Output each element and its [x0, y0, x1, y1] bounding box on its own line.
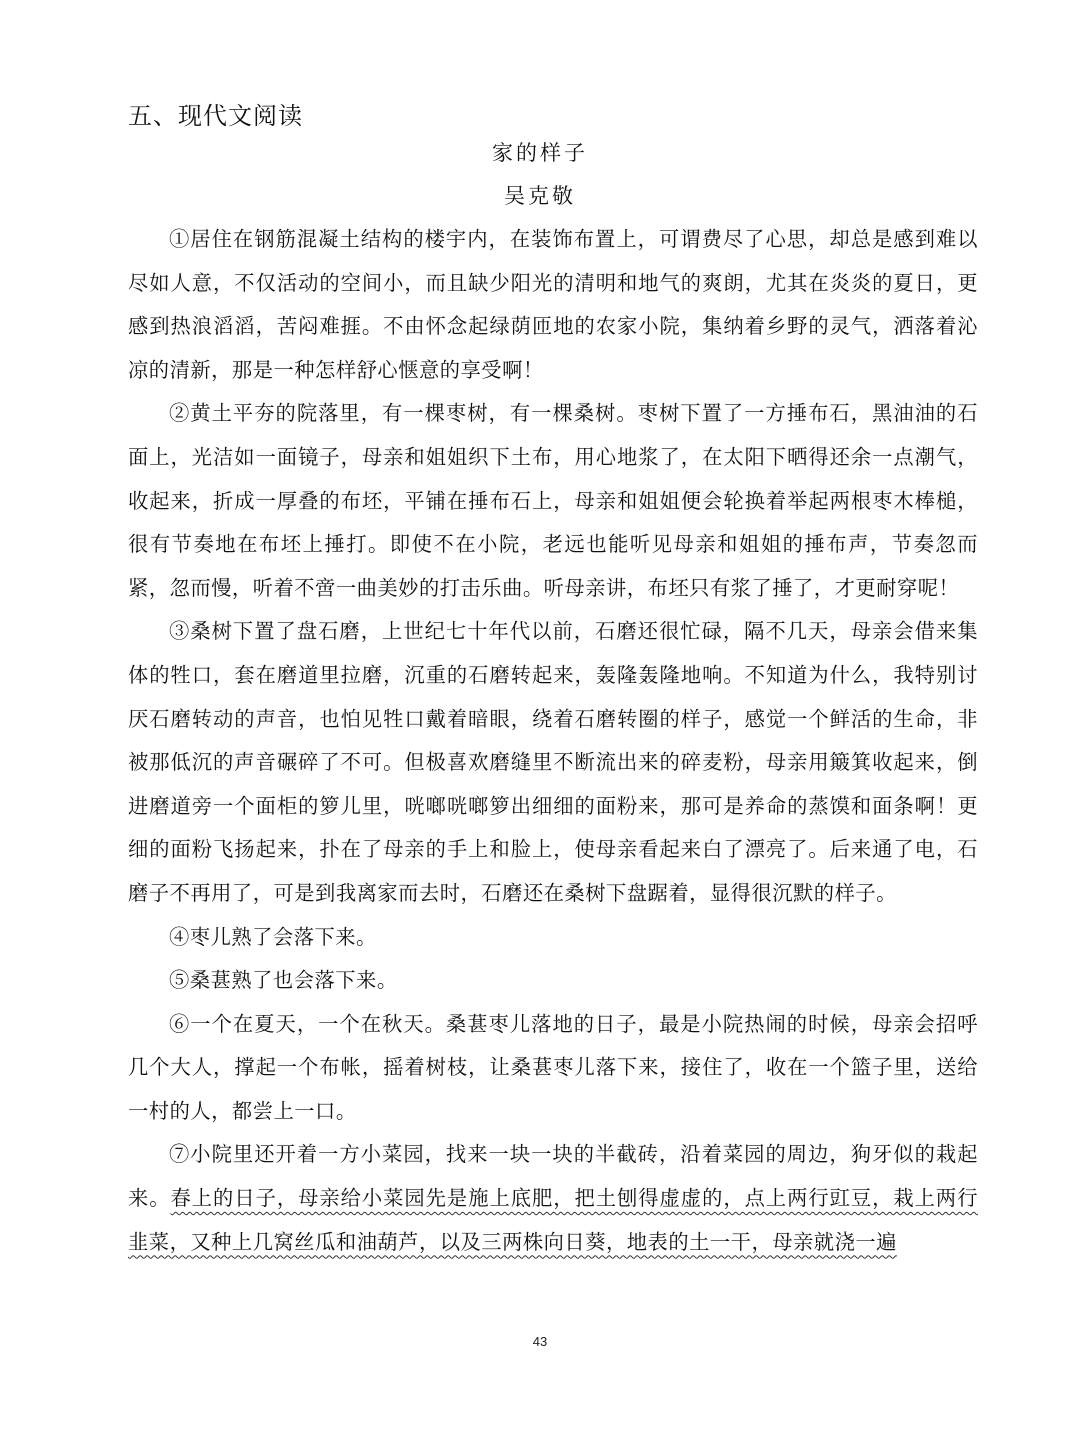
section-heading: 五、现代文阅读: [128, 102, 303, 130]
paragraph-5: ⑤桑葚熟了也会落下来。: [169, 968, 398, 993]
article-author: 吴克敬: [504, 184, 576, 208]
paragraph-4: ④枣儿熟了会落下来。: [169, 924, 377, 949]
page-number: 43: [532, 1334, 548, 1349]
paragraph-7-underlined: 春上的日子，母亲给小菜园先是施上底肥，把土刨得虚虚的，点上两行豇豆，栽上两行韭菜，又种上几窝丝瓜和油葫芦，以及三两株向日葵，地表的土一干，母亲就浇一遍: [128, 1186, 978, 1254]
paragraph-3: ③桑树下置了盘石磨，上世纪七十年代以前，石磨还很忙碌，隔不几天，母亲会借来集体的牲口，套在磨道里拉磨，沉重的石磨转起来，轰隆轰隆地响。不知道为什么，我特别讨厌石磨转动的声音，也怕见牲口戴着暗眼，绕着石磨转圈的样子，感觉一个鲜活的生命，非被那低沉的声音碾碎了不可。但极喜欢磨缝里不断流出来的碎麦粉，母亲用簸箕收起来，倒进磨道旁一个面柜的箩儿里，咣啷咣啷箩出细细的面粉来，那可是养命的蒸馍和面条啊！更细的面粉飞扬起来，扑在了母亲的手上和脸上，使母亲看起来白了漂亮了。后来通了电，石磨子不再用了，可是到我离家而去时，石磨还在桑树下盘踞着，显得很沉默的样子。: [128, 619, 978, 905]
article-body: [128, 218, 978, 1264]
paragraph-7: [128, 1133, 978, 1264]
paragraph-2: ②黄土平夯的院落里，有一棵枣树，有一棵桑树。枣树下置了一方捶布石，黑油油的石面上，光洁如一面镜子，母亲和姐姐织下土布，用心地浆了，在太阳下晒得还余一点潮气，收起来，折成一厚叠的布坯，平铺在捶布石上，母亲和姐姐便会轮换着举起两根枣木棒槌，很有节奏地在布坯上捶打。即使不在小院，老远也能听见母亲和姐姐的捶布声，节奏忽而紧，忽而慢，听着不啻一曲美妙的打击乐曲。听母亲讲，布坯只有浆了捶了，才更耐穿呢！: [128, 401, 978, 600]
paragraph-6: ⑥一个在夏天，一个在秋天。桑葚枣儿落地的日子，最是小院热闹的时候，母亲会招呼几个大人，撑起一个布帐，摇着树枝，让桑葚枣儿落下来，接住了，收在一个篮子里，送给一村的人，都尝上一口。: [128, 1011, 978, 1123]
article-title: 家的样子: [492, 141, 588, 165]
paragraph-1: ①居住在钢筋混凝土结构的楼宇内，在装饰布置上，可谓费尽了心思，却总是感到难以尽如人意，不仅活动的空间小，而且缺少阳光的清明和地气的爽朗，尤其在炎炎的夏日，更感到热浪滔滔，苦闷难捱。不由怀念起绿荫匝地的农家小院，集纳着乡野的灵气，洒落着沁凉的清新，那是一种怎样舒心惬意的享受啊！: [128, 227, 978, 382]
paragraph-7-plain: ⑦小院里还开着一方小菜园，找来一块一块的半截砖，沿着菜园的周边，狗牙似的栽起来。: [128, 1142, 978, 1211]
